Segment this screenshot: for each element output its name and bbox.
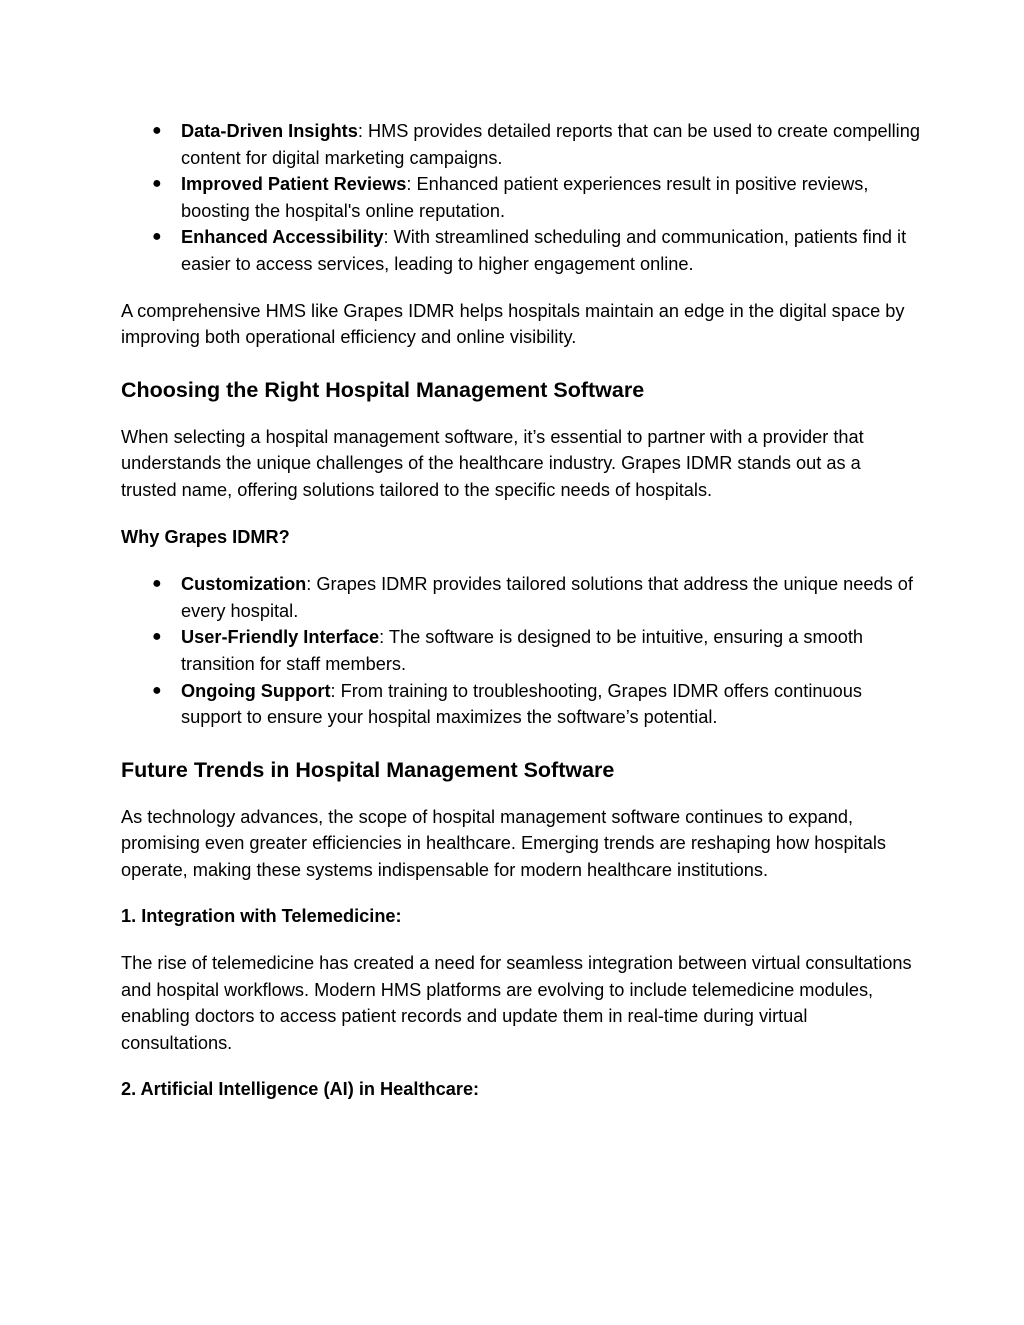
body-paragraph: When selecting a hospital management software, it’s essential to partner with a provider that understands the unique challenges of the healthcare industry. Grapes IDMR stands out as a trusted name, offering solutions tailored to the specific needs of hospitals.	[121, 426, 864, 500]
document-page	[121, 118, 921, 1103]
list-item	[121, 571, 921, 624]
list-item-term: Improved Patient Reviews	[181, 174, 407, 195]
list-item	[121, 171, 921, 224]
body-paragraph: The rise of telemedicine has created a need for seamless integration between virtual consultations and hospital workflows. Modern HMS platforms are evolving to include telemedicine modules, enabling doctors to access patient records and update them in real-time during virtual consultations.	[121, 953, 912, 1053]
list-item-text: : The software is designed to be intuitive, ensuring a smooth transition for staff members.	[181, 627, 864, 674]
list-item-text: : Grapes IDMR provides tailored solutions that address the unique needs of every hospital.	[181, 574, 913, 621]
subsection-heading: Why Grapes IDMR?	[121, 526, 290, 547]
bullet-icon: ●	[152, 175, 162, 193]
list-item-term: Customization	[181, 574, 307, 595]
list-item-term: Data-Driven Insights	[181, 121, 358, 141]
body-paragraph: As technology advances, the scope of hospital management software continues to expand, promising even greater efficiencies in healthcare. Emerging trends are reshaping how hospitals operate, making these systems indispensable for modern healthcare institutions.	[121, 806, 886, 880]
list-item	[121, 224, 921, 277]
list-item-text: : With streamlined scheduling and communication, patients find it easier to access services, leading to higher engagement online.	[181, 227, 907, 274]
list-item-text: : From training to troubleshooting, Grapes IDMR offers continuous support to ensure your hospital maximizes the software’s potential.	[181, 680, 862, 728]
list-item-term: Ongoing Support	[181, 680, 331, 701]
bullet-icon: ●	[152, 228, 162, 246]
list-item	[121, 624, 921, 677]
list-item-term: User-Friendly Interface	[181, 627, 380, 648]
marketing-benefits-list	[121, 118, 921, 278]
bullet-icon: ●	[152, 575, 162, 593]
subsection-heading: 1. Integration with Telemedicine:	[121, 906, 402, 927]
list-item-text: : Enhanced patient experiences result in positive reviews, boosting the hospital's online reputation.	[181, 174, 869, 221]
section-heading: Choosing the Right Hospital Management Software	[121, 377, 645, 402]
bullet-icon: ●	[152, 122, 162, 139]
section-heading: Future Trends in Hospital Management Software	[121, 757, 615, 782]
list-item-term: Enhanced Accessibility	[181, 227, 384, 248]
bullet-icon: ●	[152, 681, 162, 699]
body-paragraph: A comprehensive HMS like Grapes IDMR helps hospitals maintain an edge in the digital space by improving both operational efficiency and online visibility.	[121, 300, 905, 348]
bullet-icon: ●	[152, 628, 162, 646]
why-grapes-list	[121, 571, 921, 731]
subsection-heading: 2. Artificial Intelligence (AI) in Healthcare:	[121, 1079, 480, 1100]
list-item	[121, 118, 921, 171]
list-item	[121, 678, 921, 731]
list-item-text: : HMS provides detailed reports that can be used to create compelling content for digital marketing campaigns.	[181, 121, 920, 168]
